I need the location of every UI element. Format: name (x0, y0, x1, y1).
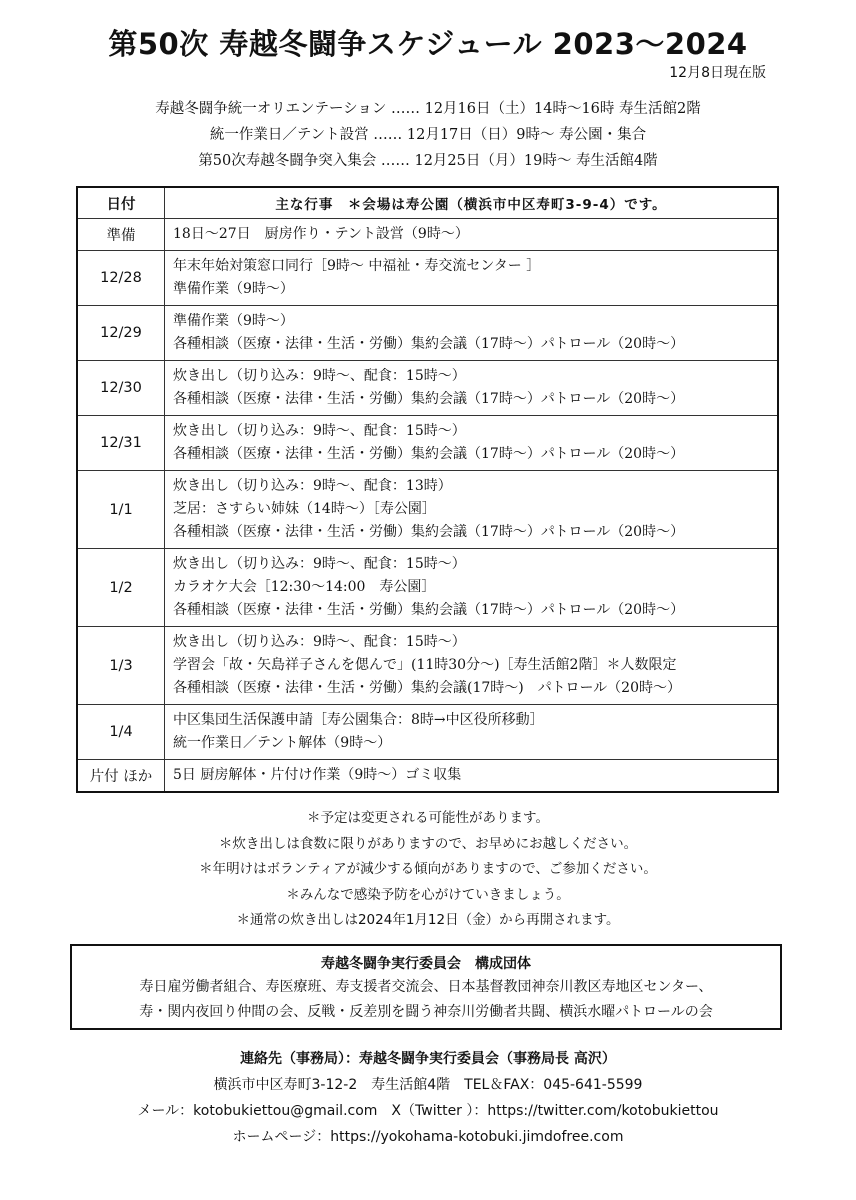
event-line: 各種相談（医療・法律・生活・労働）集約会議（17時〜）パトロール（20時〜） (173, 391, 685, 407)
event-line: 炊き出し（切り込み：9時〜、配食：15時〜） (173, 556, 466, 572)
schedule-table (76, 186, 779, 793)
event-line: 炊き出し（切り込み：9時〜、配食：15時〜） (173, 423, 466, 439)
intro-schedule (0, 96, 856, 174)
intro-line: 統一作業日／テント設営 …… 12月17日（日）9時〜 寿公園・集合 (209, 127, 647, 143)
version-label: 12月8日現在版 (669, 65, 766, 81)
schedule-events (165, 416, 779, 471)
organization-title: 寿越冬闘争実行委員会 構成団体 (321, 956, 531, 972)
notes (0, 806, 856, 934)
schedule-events (165, 760, 779, 793)
schedule-date: 12/29 (77, 306, 165, 361)
event-line: 芝居：さすらい姉妹（14時〜）［寿公園］ (173, 501, 436, 517)
schedule-row (77, 361, 778, 416)
intro-line: 寿越冬闘争統一オリエンテーション …… 12月16日（土）14時〜16時 寿生活館2階 (155, 101, 701, 117)
schedule-date: 1/4 (77, 705, 165, 760)
schedule-date: 片付 ほか (77, 760, 165, 793)
event-line: 炊き出し（切り込み：9時〜、配食：13時） (173, 478, 452, 494)
contact-email-line[interactable]: メール：kotobukiettou@gmail.com X（Twitter ）：https://twitter.com/kotobukiettou (137, 1103, 719, 1119)
schedule-date: 準備 (77, 219, 165, 251)
event-line: 学習会「故・矢島祥子さんを偲んで」(11時30分〜)［寿生活館2階］＊人数限定 (173, 657, 677, 673)
contact-section (0, 1046, 856, 1150)
event-line: 統一作業日／テント解体（9時〜） (173, 735, 392, 751)
contact-homepage[interactable]: ホームページ：https://yokohama-kotobuki.jimdofree.com (232, 1129, 624, 1145)
contact-address: 横浜市中区寿町3-12-2 寿生活館4階 TEL＆FAX：045-641-5599 (213, 1077, 643, 1093)
note-line: ＊年明けはボランティアが減少する傾向がありますので、ご参加ください。 (199, 861, 657, 877)
schedule-date: 1/2 (77, 549, 165, 627)
event-line: カラオケ大会［12:30〜14:00 寿公園］ (173, 579, 436, 595)
note-line: ＊炊き出しは食数に限りがありますので、お早めにお越しください。 (218, 835, 638, 852)
schedule-row (77, 306, 778, 361)
schedule-date: 12/28 (77, 251, 165, 306)
schedule-row (77, 471, 778, 549)
note-line: ＊予定は変更される可能性があります。 (307, 810, 549, 826)
schedule-date: 1/1 (77, 471, 165, 549)
schedule-row (77, 416, 778, 471)
schedule-row (77, 627, 778, 705)
contact-head: 連絡先（事務局）：寿越冬闘争実行委員会（事務局長 高沢） (240, 1051, 616, 1067)
schedule-row (77, 219, 778, 251)
schedule-body (77, 219, 778, 793)
event-line: 5日 厨房解体・片付け作業（9時〜）ゴミ収集 (173, 767, 462, 783)
events-column-header: 主な行事 ＊会場は寿公園（横浜市中区寿町3-9-4）です。 (165, 187, 779, 219)
schedule-events (165, 627, 779, 705)
date-column-header: 日付 (77, 187, 165, 219)
event-line: 各種相談（医療・法律・生活・労働）集約会議（17時〜）パトロール（20時〜） (173, 336, 685, 352)
schedule-row (77, 705, 778, 760)
event-line: 炊き出し（切り込み：9時〜、配食：15時〜） (173, 368, 466, 384)
organization-box (70, 944, 782, 1030)
schedule-date: 12/31 (77, 416, 165, 471)
event-line: 年末年始対策窓口同行［9時〜 中福祉・寿交流センター ］ (173, 258, 541, 274)
organization-line: 寿日雇労働者組合、寿医療班、寿支援者交流会、日本基督教団神奈川教区寿地区センター、 (139, 979, 713, 995)
event-line: 18日〜27日 厨房作り・テント設営（9時〜） (173, 226, 469, 242)
event-line: 炊き出し（切り込み：9時〜、配食：15時〜） (173, 634, 466, 650)
schedule-events (165, 549, 779, 627)
event-line: 中区集団生活保護申請［寿公園集合：8時→中区役所移動］ (173, 712, 544, 728)
schedule-row (77, 760, 778, 793)
schedule-date: 12/30 (77, 361, 165, 416)
schedule-events (165, 251, 779, 306)
event-line: 各種相談（医療・法律・生活・労働）集約会議（17時〜）パトロール（20時〜） (173, 524, 685, 540)
event-line: 各種相談（医療・法律・生活・労働）集約会議(17時〜) パトロール（20時〜） (173, 680, 681, 696)
schedule-date: 1/3 (77, 627, 165, 705)
schedule-events (165, 471, 779, 549)
schedule-events (165, 219, 779, 251)
schedule-row (77, 549, 778, 627)
schedule-events (165, 306, 779, 361)
schedule-row (77, 251, 778, 306)
page-title: 第50次 寿越冬闘争スケジュール 2023〜2024 (108, 27, 748, 61)
event-line: 各種相談（医療・法律・生活・労働）集約会議（17時〜）パトロール（20時〜） (173, 446, 685, 462)
note-line: ＊通常の炊き出しは2024年1月12日（金）から再開されます。 (236, 912, 620, 928)
intro-line: 第50次寿越冬闘争突入集会 …… 12月25日（月）19時〜 寿生活館4階 (198, 153, 658, 169)
organization-line: 寿・関内夜回り仲間の会、反戦・反差別を闘う神奈川労働者共闘、横浜水曜パトロールの会 (139, 1004, 713, 1020)
event-line: 準備作業（9時〜） (173, 281, 294, 297)
schedule-events (165, 361, 779, 416)
note-line: ＊みんなで感染予防を心がけていきましょう。 (286, 886, 570, 903)
event-line: 各種相談（医療・法律・生活・労働）集約会議（17時〜）パトロール（20時〜） (173, 602, 685, 618)
event-line: 準備作業（9時〜） (173, 313, 294, 329)
schedule-events (165, 705, 779, 760)
